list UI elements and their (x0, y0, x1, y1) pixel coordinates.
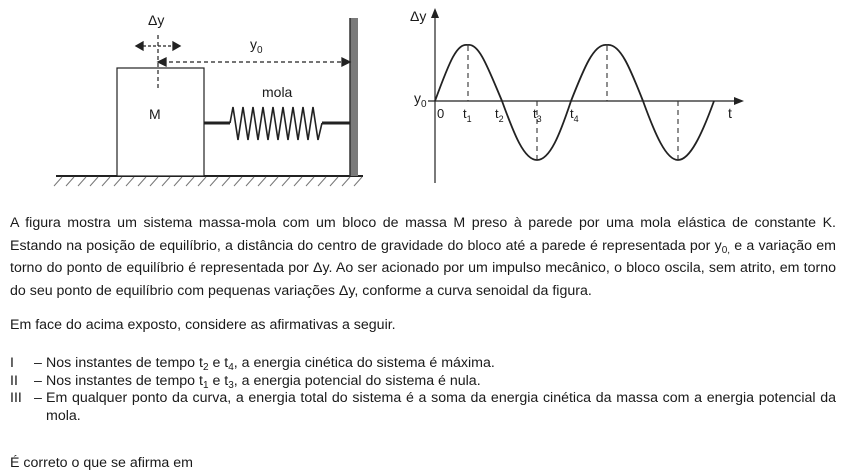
statement-dash: – (34, 372, 42, 389)
delta-y-label: Δy (148, 12, 165, 28)
wall (350, 18, 358, 176)
statement-number: II (10, 372, 18, 389)
y0-label: $y_0$ (250, 36, 263, 56)
statement-text: Nos instantes de tempo $t_2$ e $t_4$, a energia cinética do sistema é máxima. (46, 355, 495, 373)
graph-y-label: Δy (410, 8, 427, 24)
statement-dash: – (34, 355, 42, 371)
mass-block (117, 68, 204, 176)
intro-text-1: A figura mostra um sistema massa-mola com um bloco de massa M preso à parede por uma mola elástica de constante K. Estando na posição de equilíbrio, a distância do centro de gravidade do bloco até a parede é representada por y (10, 215, 836, 254)
sine-curve (435, 45, 714, 160)
tick-t1: $t_1$ (463, 106, 472, 124)
mass-label: M (149, 106, 161, 122)
statement-dash: – (34, 390, 42, 406)
floor-hatch (54, 177, 362, 186)
statements-list (10, 355, 836, 425)
graph-t-label: t (728, 105, 732, 121)
tick-t4: $t_4$ (570, 106, 579, 124)
statement-text: Em qualquer ponto da curva, a energia total do sistema é a soma da energia cinética da massa com a energia potencial da mola. (46, 390, 836, 424)
statement-number: III (10, 390, 22, 406)
tick-t2: $t_2$ (495, 106, 504, 124)
statement-ii (10, 373, 836, 391)
graph-origin-zero: 0 (437, 106, 445, 121)
statement-i (10, 355, 836, 373)
statement-number: I (10, 355, 14, 371)
graph-y0-label: $y_0$ (414, 90, 427, 110)
graph-y-arrowhead (431, 8, 439, 18)
statement-iii (10, 390, 836, 425)
mass-spring-figure (0, 0, 846, 200)
spring-label: mola (262, 84, 293, 100)
peak-trough-dashes (468, 46, 678, 159)
closing-question: É correto o que se afirma em (10, 455, 193, 471)
graph-t-arrowhead (734, 97, 744, 105)
spring (230, 107, 322, 140)
statement-text: Nos instantes de tempo $t_1$ e $t_3$, a energia potencial do sistema é nula. (46, 372, 481, 391)
intro-text-2: e a variação em torno do ponto de equilíbrio é representada por Δy. Ao ser acionado por um impulso mecânico, o bloco oscila, sem atrito, em torno do seu ponto de equilíbrio com pequenas variações Δy, conforme a curva senoidal da figura. (10, 237, 836, 299)
prompt-paragraph: Em face do acima exposto, considere as afirmativas a seguir. (10, 317, 396, 333)
intro-y0-sub: 0, (721, 244, 731, 256)
y0-arrow (158, 58, 350, 66)
intro-paragraph (10, 212, 836, 302)
tick-t3: $t_3$ (533, 106, 542, 124)
